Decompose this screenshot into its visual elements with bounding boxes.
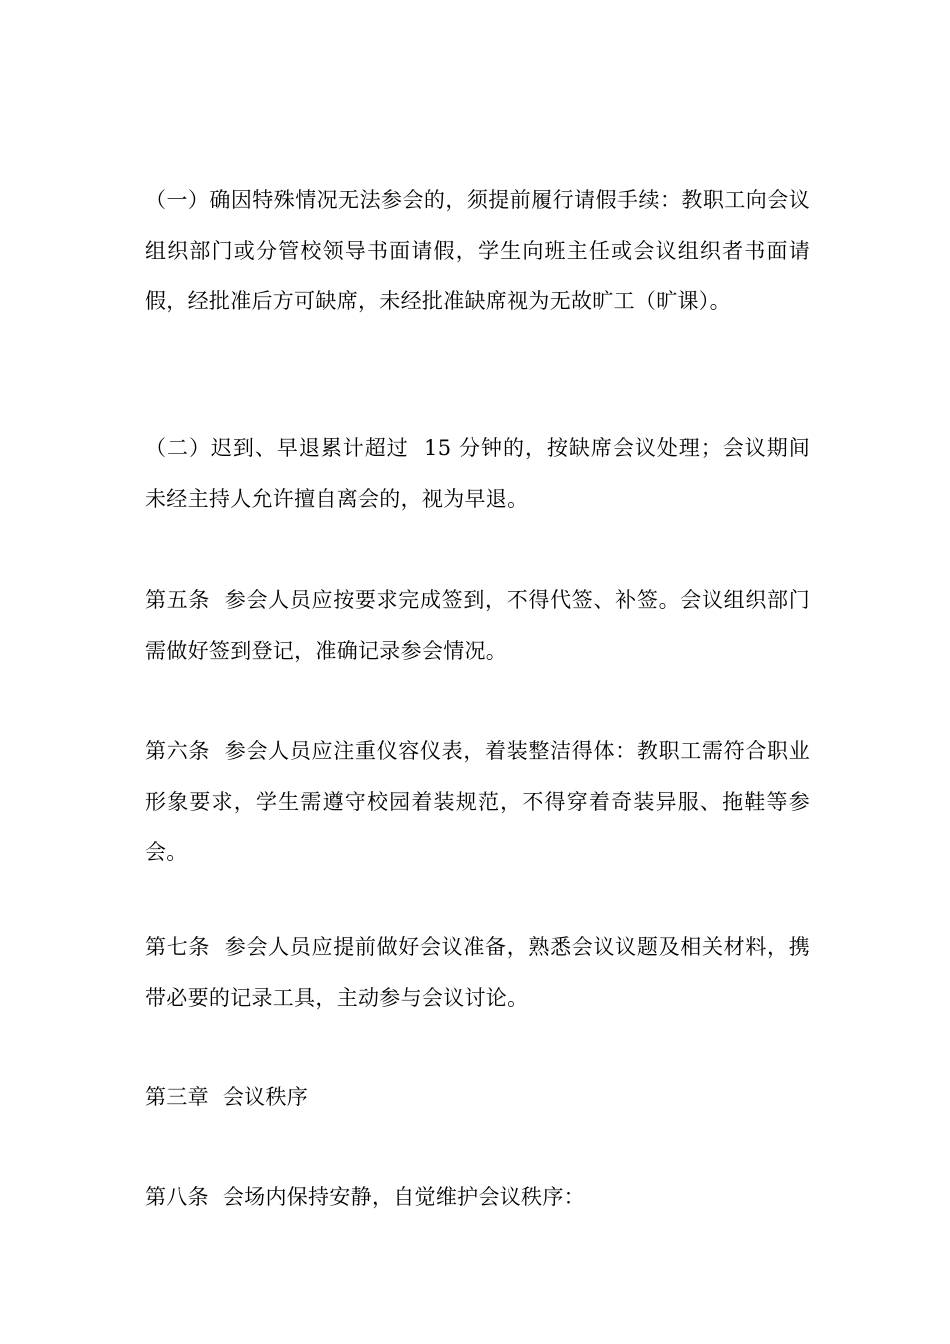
paragraph-article-6: 第六条 参会人员应注重仪容仪表，着装整洁得体：教职工需符合职业形象要求，学生需遵守校园着装规范，不得穿着奇装异服、拖鞋等参会。	[145, 739, 810, 864]
paragraph-late-early-leave: （二）迟到、早退累计超过 15 分钟的，按缺席会议处理；会议期间未经主持人允许擅自离会的，视为早退。	[145, 436, 810, 511]
paragraph-leave-request: （一）确因特殊情况无法参会的，须提前履行请假手续：教职工向会议组织部门或分管校领导书面请假，学生向班主任或会议组织者书面请假，经批准后方可缺席，未经批准缺席视为无故旷工（旷课）。	[145, 188, 810, 313]
paragraph-article-8: 第八条 会场内保持安静，自觉维护会议秩序：	[145, 1185, 585, 1209]
paragraph-article-5: 第五条 参会人员应按要求完成签到，不得代签、补签。会议组织部门需做好签到登记，准确记录参会情况。	[145, 588, 810, 663]
chapter-heading: 第三章 会议秩序	[145, 1085, 309, 1109]
paragraph-article-7: 第七条 参会人员应提前做好会议准备，熟悉会议议题及相关材料，携带必要的记录工具，主动参与会议讨论。	[145, 935, 810, 1010]
